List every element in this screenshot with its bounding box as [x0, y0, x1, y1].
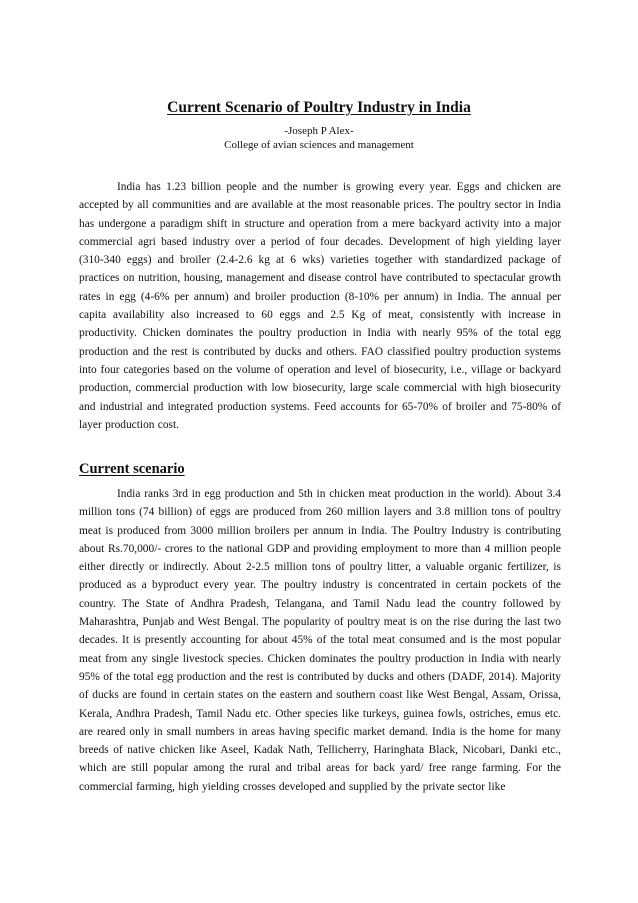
section-heading: Current scenario [79, 461, 185, 477]
scenario-paragraph: India ranks 3rd in egg production and 5th in chicken meat production in the world). About 3.4 million tons (74 billion) of eggs are produced from 260 million layers and 3.8 million tons of poultry meat is produced from 3000 million broilers per annum in India. The Poultry Industry is contributing about Rs.70,000/- crores to the national GDP and providing employment to more than 4 million people either directly or indirectly. About 2-2.5 million tons of poultry litter, a valuable organic fertilizer, is produced as a byproduct every year. The poultry industry is concentrated in certain pockets of the country. The State of Andhra Pradesh, Telangana, and Tamil Nadu lead the country followed by Maharashtra, Punjab and West Bengal. The popularity of poultry meat is on the rise during the last two decades. It is presently accounting for about 45% of the total meat consumed and is the most popular meat from any single livestock species. Chicken dominates the poultry production in India with nearly 95% of the total egg production and the rest is contributed by ducks and others (DADF, 2014). Majority of ducks are found in certain states on the eastern and southern coast like West Bengal, Assam, Orissa, Kerala, Andhra Pradesh, Tamil Nadu etc. Other species like turkeys, guinea fowls, ostriches, emus etc. are reared only in small numbers in areas having specific market demand. India is the home for many breeds of native chicken like Aseel, Kadak Nath, Tellicherry, Haringhata Black, Nicobari, Danki etc., which are still popular among the rural and tribal areas for back yard/ free range farming. For the commercial farming, high yielding crosses developed and supplied by the private sector like [79, 488, 561, 793]
document-title: Current Scenario of Poultry Industry in India [167, 99, 471, 116]
author-name: -Joseph P Alex- [284, 125, 354, 137]
author-affiliation: College of avian sciences and management [224, 139, 414, 151]
intro-paragraph: India has 1.23 billion people and the number is growing every year. Eggs and chicken are accepted by all communities and are available at the most reasonable prices. The poultry sector in India has undergone a paradigm shift in structure and operation from a mere backyard activity into a major commercial agri based industry over a period of four decades. Development of high yielding layer (310-340 eggs) and broiler (2.4-2.6 kg at 6 wks) varieties together with standardized package of practices on nutrition, housing, management and disease control have contributed to spectacular growth rates in egg (4-6% per annum) and broiler production (8-10% per annum) in India. The annual per capita availability also increased to 60 eggs and 2.5 Kg of meat, consistently with increase in productivity. Chicken dominates the poultry production in India with nearly 95% of the total egg production and the rest is contributed by ducks and others. FAO classified poultry production systems into four categories based on the volume of operation and level of biosecurity, i.e., village or backyard production, commercial production with low biosecurity, large scale commercial with high biosecurity and industrial and integrated production systems. Feed accounts for 65-70% of broiler and 75-80% of layer production cost. [79, 181, 561, 431]
